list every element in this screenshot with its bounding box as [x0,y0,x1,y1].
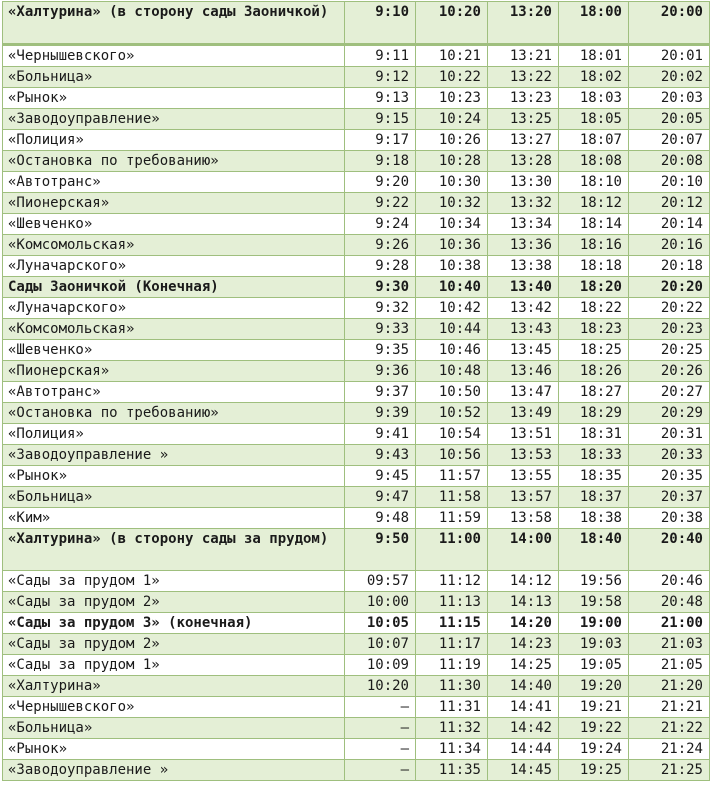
departure-time-cell: 10:20 [345,676,416,697]
departure-time-cell: 9:24 [345,214,416,235]
departure-time-cell: 9:28 [345,256,416,277]
departure-time-cell: 9:45 [345,466,416,487]
departure-time-cell: 20:18 [629,256,710,277]
table-row [3,718,710,739]
departure-time-cell: 18:10 [559,172,629,193]
table-row [3,403,710,424]
departure-time-cell: 20:10 [629,172,710,193]
departure-time-cell: 20:46 [629,571,710,592]
departure-time-cell: 18:35 [559,466,629,487]
departure-time-cell: 20:07 [629,130,710,151]
departure-time-cell: 14:13 [488,592,559,613]
departure-time-cell: 9:15 [345,109,416,130]
departure-time-cell: 9:41 [345,424,416,445]
departure-time-cell: 10:48 [416,361,488,382]
table-row [3,445,710,466]
departure-time-cell: 11:17 [416,634,488,655]
departure-time-cell: 20:05 [629,109,710,130]
departure-time-cell: 13:36 [488,235,559,256]
departure-time-cell: 18:07 [559,130,629,151]
departure-time-cell: 20:08 [629,151,710,172]
departure-time-cell: 9:33 [345,319,416,340]
departure-time-cell: 19:24 [559,739,629,760]
table-row [3,739,710,760]
table-row [3,508,710,529]
table-row [3,361,710,382]
departure-time-cell: 18:14 [559,214,629,235]
departure-time-cell: – [345,697,416,718]
departure-time-cell: 13:28 [488,151,559,172]
table-row [3,88,710,109]
departure-time-cell: 14:25 [488,655,559,676]
departure-time-cell: 9:12 [345,67,416,88]
stop-name-cell: «Больница» [3,67,345,88]
departure-time-cell: 11:32 [416,718,488,739]
departure-time-cell: 10:46 [416,340,488,361]
departure-time-cell: 21:00 [629,613,710,634]
departure-time-cell: 10:30 [416,172,488,193]
departure-time-cell: 18:23 [559,319,629,340]
stop-name-cell: «Чернышевского» [3,697,345,718]
table-row [3,67,710,88]
departure-time-cell: 10:36 [416,235,488,256]
departure-time-cell: 10:00 [345,592,416,613]
departure-time-cell: 10:09 [345,655,416,676]
departure-time-cell: 18:33 [559,445,629,466]
departure-time-cell: 9:10 [345,2,416,45]
stop-name-cell: «Ким» [3,508,345,529]
departure-time-cell: 19:05 [559,655,629,676]
departure-time-cell: 18:18 [559,256,629,277]
departure-time-cell: 10:38 [416,256,488,277]
departure-time-cell: 20:23 [629,319,710,340]
table-row [3,235,710,256]
departure-time-cell: 13:43 [488,319,559,340]
departure-time-cell: 14:12 [488,571,559,592]
stop-name-cell: «Комсомольская» [3,235,345,256]
departure-time-cell: 13:46 [488,361,559,382]
departure-time-cell: 13:57 [488,487,559,508]
departure-time-cell: 11:59 [416,508,488,529]
table-row [3,319,710,340]
table-row [3,172,710,193]
departure-time-cell: 13:22 [488,67,559,88]
stop-name-cell: «Халтурина» (в сторону сады за прудом) [3,529,345,571]
schedule-body [3,2,710,781]
table-row [3,298,710,319]
departure-time-cell: 18:31 [559,424,629,445]
departure-time-cell: 20:25 [629,340,710,361]
departure-time-cell: 9:48 [345,508,416,529]
departure-time-cell: 14:20 [488,613,559,634]
departure-time-cell: 19:00 [559,613,629,634]
stop-name-cell: «Шевченко» [3,214,345,235]
stop-name-cell: «Остановка по требованию» [3,403,345,424]
departure-time-cell: 9:11 [345,45,416,67]
departure-time-cell: 11:13 [416,592,488,613]
departure-time-cell: 20:37 [629,487,710,508]
departure-time-cell: 13:21 [488,45,559,67]
departure-time-cell: 18:00 [559,2,629,45]
departure-time-cell: 10:21 [416,45,488,67]
departure-time-cell: 11:58 [416,487,488,508]
departure-time-cell: 13:40 [488,277,559,298]
departure-time-cell: 21:24 [629,739,710,760]
departure-time-cell: 20:14 [629,214,710,235]
stop-name-cell: «Комсомольская» [3,319,345,340]
stop-name-cell: «Полиция» [3,424,345,445]
departure-time-cell: 10:42 [416,298,488,319]
table-row [3,634,710,655]
departure-time-cell: 10:50 [416,382,488,403]
departure-time-cell: 18:25 [559,340,629,361]
departure-time-cell: 18:29 [559,403,629,424]
departure-time-cell: 9:47 [345,487,416,508]
table-row [3,193,710,214]
departure-time-cell: 20:35 [629,466,710,487]
departure-time-cell: 13:25 [488,109,559,130]
stop-name-cell: «Сады за прудом 1» [3,571,345,592]
table-row [3,151,710,172]
departure-time-cell: 13:27 [488,130,559,151]
departure-time-cell: 11:34 [416,739,488,760]
table-row [3,487,710,508]
departure-time-cell: 20:20 [629,277,710,298]
departure-time-cell: 19:20 [559,676,629,697]
departure-time-cell: 20:01 [629,45,710,67]
departure-time-cell: 10:26 [416,130,488,151]
departure-time-cell: 09:57 [345,571,416,592]
departure-time-cell: 9:35 [345,340,416,361]
departure-time-cell: 21:05 [629,655,710,676]
stop-name-cell: «Больница» [3,718,345,739]
departure-time-cell: 10:44 [416,319,488,340]
departure-time-cell: 9:39 [345,403,416,424]
departure-time-cell: 20:48 [629,592,710,613]
departure-time-cell: 11:35 [416,760,488,781]
departure-time-cell: 13:55 [488,466,559,487]
departure-time-cell: 14:00 [488,529,559,571]
departure-time-cell: 14:40 [488,676,559,697]
departure-time-cell: – [345,739,416,760]
departure-time-cell: 20:12 [629,193,710,214]
stop-name-cell: «Автотранс» [3,172,345,193]
table-row [3,592,710,613]
departure-time-cell: 9:22 [345,193,416,214]
stop-name-cell: «Халтурина» [3,676,345,697]
departure-time-cell: 18:03 [559,88,629,109]
departure-time-cell: 20:26 [629,361,710,382]
departure-time-cell: 19:56 [559,571,629,592]
table-row [3,340,710,361]
departure-time-cell: 10:28 [416,151,488,172]
departure-time-cell: 11:19 [416,655,488,676]
departure-time-cell: 13:51 [488,424,559,445]
departure-time-cell: 13:38 [488,256,559,277]
departure-time-cell: 19:25 [559,760,629,781]
departure-time-cell: 19:22 [559,718,629,739]
departure-time-cell: 18:02 [559,67,629,88]
stop-name-cell: «Луначарского» [3,298,345,319]
departure-time-cell: 10:56 [416,445,488,466]
departure-time-cell: 13:34 [488,214,559,235]
departure-time-cell: 20:16 [629,235,710,256]
departure-time-cell: 18:40 [559,529,629,571]
departure-time-cell: – [345,718,416,739]
stop-name-cell: «Халтурина» (в сторону сады Заоничкой) [3,2,345,45]
departure-time-cell: 11:12 [416,571,488,592]
stop-name-cell: «Сады за прудом 1» [3,655,345,676]
table-row [3,277,710,298]
departure-time-cell: 9:30 [345,277,416,298]
stop-name-cell: «Автотранс» [3,382,345,403]
departure-time-cell: 18:37 [559,487,629,508]
departure-time-cell: 21:03 [629,634,710,655]
departure-time-cell: 13:32 [488,193,559,214]
departure-time-cell: 14:23 [488,634,559,655]
departure-time-cell: 10:23 [416,88,488,109]
departure-time-cell: 13:23 [488,88,559,109]
departure-time-cell: 18:27 [559,382,629,403]
departure-time-cell: 20:22 [629,298,710,319]
departure-time-cell: 10:40 [416,277,488,298]
departure-time-cell: 20:31 [629,424,710,445]
table-row [3,45,710,67]
table-row [3,424,710,445]
departure-time-cell: 13:45 [488,340,559,361]
table-row [3,2,710,45]
departure-time-cell: – [345,760,416,781]
departure-time-cell: 14:42 [488,718,559,739]
stop-name-cell: «Сады за прудом 2» [3,634,345,655]
departure-time-cell: 10:22 [416,67,488,88]
departure-time-cell: 13:47 [488,382,559,403]
departure-time-cell: 11:31 [416,697,488,718]
stop-name-cell: «Шевченко» [3,340,345,361]
departure-time-cell: 10:24 [416,109,488,130]
departure-time-cell: 9:36 [345,361,416,382]
departure-time-cell: 13:53 [488,445,559,466]
departure-time-cell: 9:20 [345,172,416,193]
departure-time-cell: 18:26 [559,361,629,382]
departure-time-cell: 11:00 [416,529,488,571]
departure-time-cell: 10:52 [416,403,488,424]
table-row [3,676,710,697]
departure-time-cell: 11:15 [416,613,488,634]
stop-name-cell: «Чернышевского» [3,45,345,67]
departure-time-cell: 18:08 [559,151,629,172]
departure-time-cell: 9:26 [345,235,416,256]
departure-time-cell: 9:13 [345,88,416,109]
departure-time-cell: 10:05 [345,613,416,634]
departure-time-cell: 21:25 [629,760,710,781]
departure-time-cell: 10:07 [345,634,416,655]
departure-time-cell: 20:00 [629,2,710,45]
departure-time-cell: 20:33 [629,445,710,466]
bus-schedule-table [2,1,710,781]
table-row [3,655,710,676]
stop-name-cell: «Рынок» [3,739,345,760]
departure-time-cell: 14:41 [488,697,559,718]
departure-time-cell: 21:20 [629,676,710,697]
departure-time-cell: 18:05 [559,109,629,130]
table-row [3,697,710,718]
departure-time-cell: 10:54 [416,424,488,445]
stop-name-cell: «Заводоуправление » [3,760,345,781]
departure-time-cell: 13:42 [488,298,559,319]
departure-time-cell: 9:37 [345,382,416,403]
departure-time-cell: 18:38 [559,508,629,529]
table-row [3,571,710,592]
departure-time-cell: 21:21 [629,697,710,718]
departure-time-cell: 9:18 [345,151,416,172]
table-row [3,109,710,130]
departure-time-cell: 21:22 [629,718,710,739]
departure-time-cell: 13:58 [488,508,559,529]
departure-time-cell: 10:20 [416,2,488,45]
stop-name-cell: «Рынок» [3,88,345,109]
departure-time-cell: 11:57 [416,466,488,487]
table-row [3,256,710,277]
stop-name-cell: «Пионерская» [3,361,345,382]
departure-time-cell: 18:16 [559,235,629,256]
stop-name-cell: «Остановка по требованию» [3,151,345,172]
stop-name-cell: «Больница» [3,487,345,508]
table-row [3,382,710,403]
departure-time-cell: 20:38 [629,508,710,529]
stop-name-cell: «Заводоуправление » [3,445,345,466]
departure-time-cell: 18:20 [559,277,629,298]
table-row [3,529,710,571]
stop-name-cell: «Сады за прудом 3» (конечная) [3,613,345,634]
departure-time-cell: 9:43 [345,445,416,466]
table-row [3,613,710,634]
stop-name-cell: «Рынок» [3,466,345,487]
departure-time-cell: 14:45 [488,760,559,781]
departure-time-cell: 19:03 [559,634,629,655]
departure-time-cell: 20:02 [629,67,710,88]
departure-time-cell: 9:32 [345,298,416,319]
stop-name-cell: «Заводоуправление» [3,109,345,130]
departure-time-cell: 20:29 [629,403,710,424]
departure-time-cell: 18:12 [559,193,629,214]
departure-time-cell: 9:50 [345,529,416,571]
departure-time-cell: 10:34 [416,214,488,235]
departure-time-cell: 9:17 [345,130,416,151]
departure-time-cell: 13:49 [488,403,559,424]
departure-time-cell: 19:58 [559,592,629,613]
table-row [3,214,710,235]
departure-time-cell: 10:32 [416,193,488,214]
stop-name-cell: «Сады за прудом 2» [3,592,345,613]
departure-time-cell: 18:22 [559,298,629,319]
stop-name-cell: «Луначарского» [3,256,345,277]
departure-time-cell: 20:27 [629,382,710,403]
departure-time-cell: 18:01 [559,45,629,67]
table-row [3,130,710,151]
departure-time-cell: 20:40 [629,529,710,571]
departure-time-cell: 14:44 [488,739,559,760]
table-row [3,760,710,781]
departure-time-cell: 13:30 [488,172,559,193]
departure-time-cell: 20:03 [629,88,710,109]
departure-time-cell: 11:30 [416,676,488,697]
departure-time-cell: 19:21 [559,697,629,718]
table-row [3,466,710,487]
stop-name-cell: «Полиция» [3,130,345,151]
departure-time-cell: 13:20 [488,2,559,45]
stop-name-cell: Сады Заоничкой (Конечная) [3,277,345,298]
stop-name-cell: «Пионерская» [3,193,345,214]
